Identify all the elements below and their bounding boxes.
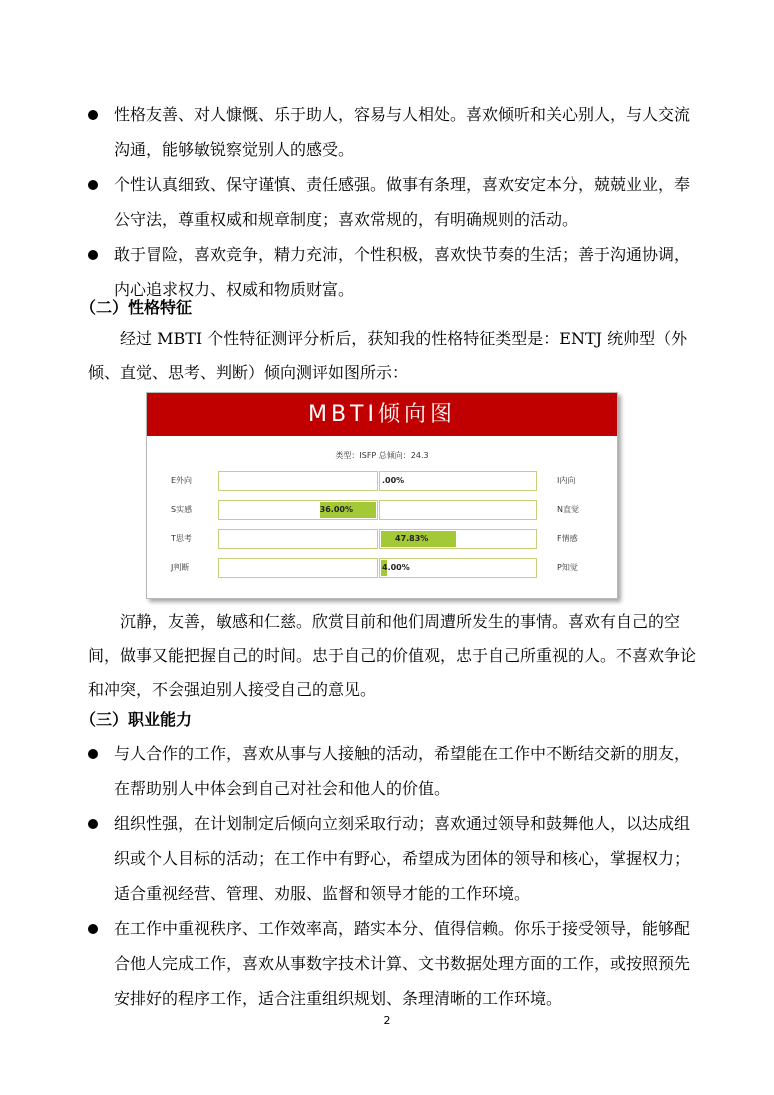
list-item (88, 806, 700, 911)
bullet-dot-icon (88, 180, 98, 190)
chart-row (147, 498, 617, 522)
bar-track-right (379, 529, 537, 549)
chart-row (147, 556, 617, 580)
section-heading-career: （三）职业能力 (80, 710, 193, 729)
pole-label-right: I内向 (557, 476, 576, 485)
pole-label-left: T思考 (171, 534, 192, 543)
percent-label: 36.00% (319, 505, 353, 514)
career-bullet-list (88, 736, 700, 1016)
chart-summary: 类型：ISFP 总倾向：24.3 (335, 451, 429, 460)
percent-label: 4.00% (382, 563, 410, 572)
list-item (88, 911, 700, 1016)
pole-label-left: E外向 (171, 476, 193, 485)
bullet-dot-icon (88, 819, 98, 829)
chart-row (147, 469, 617, 493)
list-item-text: 性格友善、对人慷慨、乐于助人，容易与人相处。喜欢倾听和关心别人，与人交流沟通，能够敏锐察觉别人的感受。 (114, 105, 691, 159)
bar-track-right (379, 558, 537, 578)
mbti-chart (146, 392, 618, 599)
bullet-dot-icon (88, 924, 98, 934)
list-item (88, 97, 700, 167)
bar-track-right (379, 471, 537, 491)
bullet-dot-icon (88, 250, 98, 260)
list-item-text: 与人合作的工作，喜欢从事与人接触的活动，希望能在工作中不断结交新的朋友，在帮助别人中体会到自己对社会和他人的价值。 (114, 744, 691, 798)
list-item-text: 在工作中重视秩序、工作效率高，踏实本分、值得信赖。你乐于接受领导，能够配合他人完成工作，喜欢从事数字技术计算、文书数据处理方面的工作，或按照预先安排好的程序工作，适合注重组织规划、条理清晰的工作环境。 (114, 919, 691, 1008)
list-item-text: 敢于冒险，喜欢竞争，精力充沛，个性积极，喜欢快节奏的生活；善于沟通协调，内心追求权力、权威和物质财富。 (114, 245, 691, 299)
bar-track-right (379, 500, 537, 520)
page-number: 2 (383, 1014, 391, 1027)
intro-bullet-list (88, 97, 700, 307)
bar-track-left (218, 558, 378, 578)
pole-label-right: F情感 (557, 534, 578, 543)
bar-track-left (218, 471, 378, 491)
section-heading-personality: （二）性格特征 (80, 298, 193, 317)
pole-label-right: N直觉 (557, 505, 579, 514)
list-item-text: 组织性强，在计划制定后倾向立刻采取行动；喜欢通过领导和鼓舞他人，以达成组织或个人目标的活动；在工作中有野心，希望成为团体的领导和核心，掌握权力；适合重视经营、管理、劝服、监督和领导才能的工作环境。 (114, 814, 691, 903)
percent-label: 47.83% (395, 534, 429, 543)
chart-title: MBTI倾向图 (147, 393, 617, 436)
bullet-dot-icon (88, 749, 98, 759)
description-paragraph: 沉静，友善，敏感和仁慈。欣赏目前和他们周遭所发生的事情。喜欢有自己的空间，做事又能把握自己的时间。忠于自己的价值观，忠于自己所重视的人。不喜欢争论和冲突，不会强迫别人接受自己的意见。 (88, 612, 697, 699)
list-item (88, 736, 700, 806)
list-item (88, 167, 700, 237)
chart-row (147, 527, 617, 551)
percent-label: .00% (382, 476, 405, 485)
list-item-text: 个性认真细致、保守谨慎、责任感强。做事有条理，喜欢安定本分，兢兢业业，奉公守法，尊重权威和规章制度；喜欢常规的，有明确规则的活动。 (114, 175, 691, 229)
bar-track-left (218, 500, 378, 520)
intro-paragraph: 经过 MBTI 个性特征测评分析后，获知我的性格特征类型是：ENTJ 统帅型（外倾、直觉、思考、判断）倾向测评如图所示： (88, 329, 688, 382)
bullet-dot-icon (88, 110, 98, 120)
pole-label-left: J判断 (171, 563, 190, 572)
pole-label-right: P知觉 (557, 563, 578, 572)
bar-track-left (218, 529, 378, 549)
pole-label-left: S实感 (171, 505, 193, 514)
